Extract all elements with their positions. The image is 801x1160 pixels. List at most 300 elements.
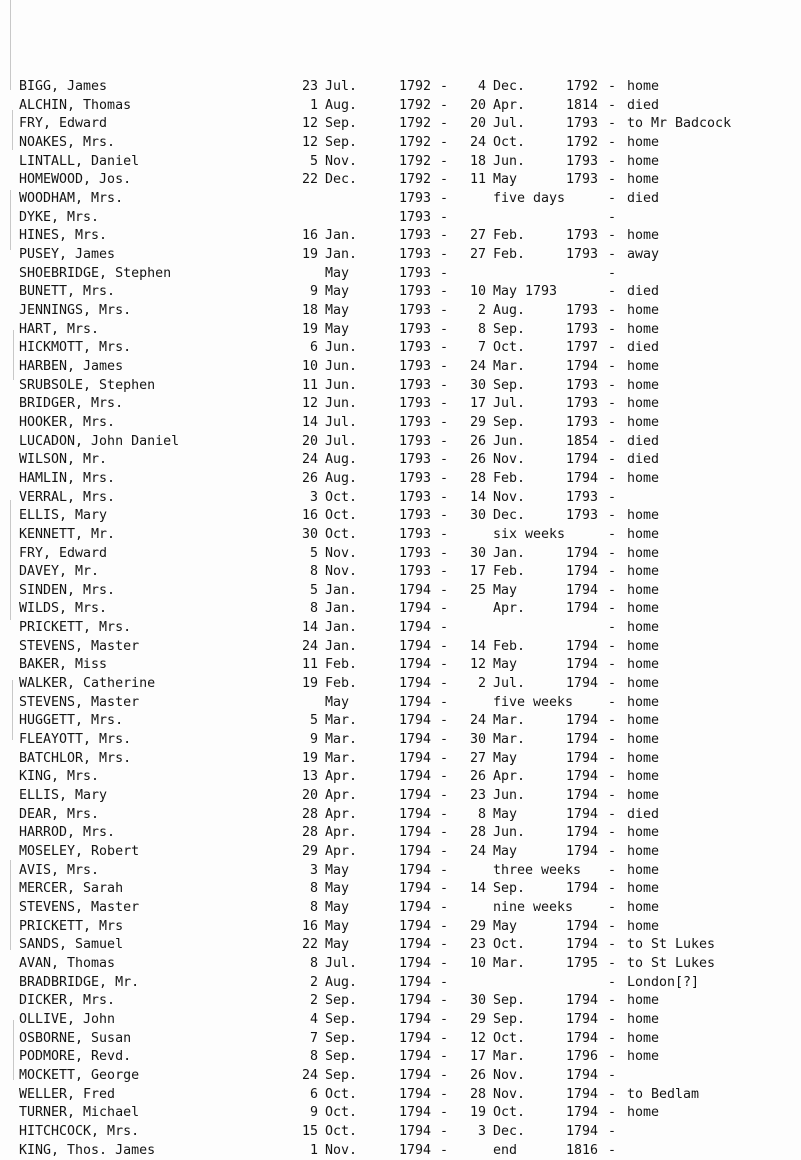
patient-name: FLEAYOTT, Mrs.: [19, 732, 132, 748]
outcome: died: [627, 284, 660, 300]
patient-name: WALKER, Catherine: [19, 676, 156, 692]
admission-month: Jan.: [325, 638, 358, 654]
patient-name: ELLIS, Mary: [19, 508, 108, 524]
admission-year: 1792: [399, 97, 432, 113]
admission-year: 1793: [399, 526, 432, 542]
outcome: died: [627, 806, 660, 822]
admission-month: Jul.: [325, 956, 358, 972]
admission-year: 1793: [399, 470, 432, 486]
patient-name: DICKER, Mrs.: [19, 993, 116, 1009]
outcome-dash: -: [608, 284, 617, 300]
register-row: [0, 376, 801, 395]
discharge-year: 1794: [566, 732, 599, 748]
register-row: [0, 823, 801, 842]
admission-day: 19: [301, 676, 318, 692]
range-dash: -: [440, 79, 449, 94]
register-row: [0, 1029, 801, 1048]
register-row: [0, 1085, 801, 1104]
outcome-dash: -: [608, 1049, 617, 1065]
discharge-day: 2: [477, 676, 486, 692]
register-row: [0, 599, 801, 618]
patient-name: LINTALL, Daniel: [19, 153, 140, 169]
register-row: [0, 1066, 801, 1085]
range-dash: -: [440, 414, 449, 430]
outcome-dash: -: [608, 452, 617, 468]
patient-name: TURNER, Michael: [19, 1105, 140, 1121]
discharge-month: May: [493, 657, 518, 673]
discharge-day: 26: [469, 433, 486, 449]
outcome-dash: -: [608, 937, 617, 953]
admission-day: 22: [301, 172, 318, 188]
discharge-day: 30: [469, 993, 486, 1009]
range-dash: -: [440, 265, 449, 281]
admission-month: Nov.: [325, 545, 358, 561]
range-dash: -: [440, 918, 449, 934]
outcome: home: [627, 153, 660, 169]
discharge-month: Jul.: [493, 116, 526, 132]
outcome: London[?]: [627, 974, 700, 990]
patient-name: BATCHLOR, Mrs.: [19, 750, 132, 766]
admission-year: 1794: [399, 806, 432, 822]
outcome-dash: -: [608, 900, 617, 916]
outcome: home: [627, 79, 660, 94]
admission-month: Aug.: [325, 974, 358, 990]
admission-day: 8: [309, 900, 318, 916]
outcome: home: [627, 1012, 660, 1027]
range-dash: -: [440, 97, 449, 113]
register-row: [0, 1103, 801, 1122]
admission-month: Nov.: [325, 1142, 358, 1158]
patient-name: JENNINGS, Mrs.: [19, 302, 132, 318]
admission-year: 1794: [399, 918, 432, 934]
discharge-month: Mar.: [493, 713, 526, 729]
admission-month: Apr.: [325, 788, 358, 804]
range-dash: -: [440, 881, 449, 897]
discharge-year: 1794: [566, 545, 599, 561]
discharge-year: 1792: [566, 134, 599, 150]
admission-day: 19: [301, 246, 318, 262]
admission-day: 2: [309, 974, 318, 990]
discharge-day: 17: [469, 564, 486, 580]
range-dash: -: [440, 1086, 449, 1102]
admission-month: Jun.: [325, 340, 358, 356]
range-dash: -: [440, 153, 449, 169]
admission-day: 3: [309, 862, 318, 878]
admission-year: 1794: [399, 1012, 432, 1027]
admission-month: Sep.: [325, 1012, 358, 1027]
patient-name: HAMLIN, Mrs.: [19, 470, 116, 486]
outcome-dash: -: [608, 526, 617, 542]
outcome: died: [627, 97, 660, 113]
discharge-year: 1794: [566, 564, 599, 580]
discharge-year: 1797: [566, 340, 599, 356]
patient-name: NOAKES, Mrs.: [19, 134, 116, 150]
register-row: [0, 208, 801, 227]
discharge-month: Dec.: [493, 79, 526, 94]
admission-year: 1794: [399, 825, 432, 841]
register-row: [0, 618, 801, 637]
admission-year: 1794: [399, 788, 432, 804]
discharge-year: 1793: [566, 228, 599, 244]
range-dash: -: [440, 470, 449, 486]
discharge-day: 25: [469, 582, 486, 598]
outcome: home: [627, 788, 660, 804]
admission-day: 4: [309, 1012, 318, 1027]
patient-name: STEVENS, Master: [19, 694, 140, 710]
range-dash: -: [440, 676, 449, 692]
outcome-dash: -: [608, 825, 617, 841]
admission-day: 30: [301, 526, 318, 542]
discharge-year: 1793: [566, 489, 599, 505]
register-row: [0, 842, 801, 861]
register-row: [0, 96, 801, 115]
range-dash: -: [440, 601, 449, 617]
discharge-year: 1793: [566, 414, 599, 430]
outcome: home: [627, 470, 660, 486]
register-row: [0, 991, 801, 1010]
register-row: [0, 730, 801, 749]
discharge-month: May: [493, 844, 518, 860]
admission-day: 1: [309, 97, 318, 113]
admission-day: 20: [301, 433, 318, 449]
admission-month: Aug.: [325, 470, 358, 486]
admission-year: 1794: [399, 881, 432, 897]
register-row: [0, 973, 801, 992]
range-dash: -: [440, 937, 449, 953]
admission-day: 5: [309, 153, 318, 169]
discharge-year: 1794: [566, 937, 599, 953]
admission-year: 1794: [399, 974, 432, 990]
outcome-dash: -: [608, 1012, 617, 1027]
admission-day: 18: [301, 302, 318, 318]
admission-month: Jul.: [325, 433, 358, 449]
admission-year: 1793: [399, 284, 432, 300]
register-row: [0, 674, 801, 693]
discharge-month: Sep.: [493, 881, 526, 897]
register-row: [0, 152, 801, 171]
register-row: [0, 506, 801, 525]
discharge-day: 30: [469, 377, 486, 393]
admission-month: Sep.: [325, 116, 358, 132]
outcome: home: [627, 228, 660, 244]
admission-month: Jan.: [325, 582, 358, 598]
admission-day: 12: [301, 396, 318, 412]
admission-year: 1794: [399, 1086, 432, 1102]
admission-year: 1794: [399, 1030, 432, 1046]
discharge-day: 4: [477, 79, 486, 94]
admission-year: 1793: [399, 228, 432, 244]
patient-name: DEAR, Mrs.: [19, 806, 100, 822]
admission-month: Jan.: [325, 246, 358, 262]
admission-day: 5: [309, 582, 318, 598]
outcome-dash: -: [608, 377, 617, 393]
discharge-day: 30: [469, 732, 486, 748]
admission-month: Oct.: [325, 1105, 358, 1121]
admission-year: 1794: [399, 1067, 432, 1083]
admission-year: 1793: [399, 246, 432, 262]
discharge-day: 8: [477, 321, 486, 337]
patient-name: LUCADON, John Daniel: [19, 433, 180, 449]
register-row: [0, 861, 801, 880]
outcome: home: [627, 358, 660, 374]
patient-name: KING, Mrs.: [19, 769, 100, 785]
outcome-dash: -: [608, 750, 617, 766]
discharge-day: 30: [469, 545, 486, 561]
discharge-month: May: [493, 806, 518, 822]
register-row: [0, 357, 801, 376]
outcome-dash: -: [608, 79, 617, 94]
admission-day: 14: [301, 620, 318, 636]
outcome: home: [627, 676, 660, 692]
outcome-dash: -: [608, 1142, 617, 1158]
discharge-year: 1794: [566, 657, 599, 673]
outcome-dash: -: [608, 340, 617, 356]
range-dash: -: [440, 545, 449, 561]
admission-year: 1794: [399, 713, 432, 729]
admission-month: Jun.: [325, 377, 358, 393]
range-dash: -: [440, 694, 449, 710]
admission-year: 1794: [399, 862, 432, 878]
admission-month: Mar.: [325, 750, 358, 766]
range-dash: -: [440, 769, 449, 785]
discharge-month: Nov.: [493, 1067, 526, 1083]
discharge-day: 28: [469, 825, 486, 841]
discharge-year: 1794: [566, 1123, 599, 1139]
outcome-dash: -: [608, 694, 617, 710]
outcome-dash: -: [608, 1067, 617, 1083]
admission-year: 1794: [399, 750, 432, 766]
admission-year: 1794: [399, 1142, 432, 1158]
outcome-dash: -: [608, 134, 617, 150]
outcome: died: [627, 340, 660, 356]
admission-day: 16: [301, 228, 318, 244]
discharge-year: 1794: [566, 1086, 599, 1102]
admission-day: 28: [301, 825, 318, 841]
range-dash: -: [440, 209, 449, 225]
range-dash: -: [440, 172, 449, 188]
patient-name: SANDS, Samuel: [19, 937, 124, 953]
discharge-year: 1793: [566, 302, 599, 318]
discharge-year: 1794: [566, 788, 599, 804]
discharge-day: 29: [469, 414, 486, 430]
range-dash: -: [440, 228, 449, 244]
discharge-month: Jul.: [493, 396, 526, 412]
admission-day: 8: [309, 956, 318, 972]
admission-year: 1794: [399, 993, 432, 1009]
outcome-dash: -: [608, 956, 617, 972]
register-row: [0, 432, 801, 451]
discharge-year: 1793: [566, 116, 599, 132]
range-dash: -: [440, 638, 449, 654]
discharge-day: 27: [469, 246, 486, 262]
range-dash: -: [440, 825, 449, 841]
outcome: home: [627, 713, 660, 729]
outcome-dash: -: [608, 489, 617, 505]
admission-month: Jul.: [325, 79, 358, 94]
outcome-dash: -: [608, 582, 617, 598]
outcome-dash: -: [608, 433, 617, 449]
admission-day: 14: [301, 414, 318, 430]
discharge-day: 24: [469, 134, 486, 150]
patient-name: MOCKETT, George: [19, 1067, 140, 1083]
admission-year: 1794: [399, 1123, 432, 1139]
admission-month: May: [325, 918, 350, 934]
outcome-dash: -: [608, 732, 617, 748]
admission-day: 6: [309, 340, 318, 356]
discharge-month: Apr.: [493, 601, 526, 617]
discharge-day: 2: [477, 302, 486, 318]
admission-year: 1794: [399, 1049, 432, 1065]
outcome: home: [627, 844, 660, 860]
register-row: [0, 879, 801, 898]
discharge-month: Mar.: [493, 732, 526, 748]
discharge-month: Apr.: [493, 769, 526, 785]
discharge-month: Jul.: [493, 676, 526, 692]
admission-year: 1793: [399, 377, 432, 393]
admission-month: Sep.: [325, 1049, 358, 1065]
outcome-dash: -: [608, 321, 617, 337]
outcome: to Mr Badcock: [627, 116, 732, 132]
discharge-month: May: [493, 750, 518, 766]
patient-name: AVAN, Thomas: [19, 956, 116, 972]
patient-name: HOMEWOOD, Jos.: [19, 172, 132, 188]
discharge-day: 26: [469, 452, 486, 468]
discharge-day: 23: [469, 937, 486, 953]
range-dash: -: [440, 788, 449, 804]
range-dash: -: [440, 956, 449, 972]
patient-name: ELLIS, Mary: [19, 788, 108, 804]
register-row: [0, 655, 801, 674]
admission-day: 5: [309, 545, 318, 561]
discharge-year: 1794: [566, 358, 599, 374]
register-row: [0, 749, 801, 768]
register-row: [0, 525, 801, 544]
outcome-dash: -: [608, 1105, 617, 1121]
discharge-year: 1793: [566, 377, 599, 393]
outcome-dash: -: [608, 974, 617, 990]
outcome: home: [627, 620, 660, 636]
patient-name: DYKE, Mrs.: [19, 209, 100, 225]
admission-year: 1794: [399, 694, 432, 710]
discharge-day: 29: [469, 1012, 486, 1027]
discharge-day: 24: [469, 844, 486, 860]
discharge-day: 24: [469, 713, 486, 729]
discharge-month: Nov.: [493, 452, 526, 468]
register-row: [0, 301, 801, 320]
admission-day: 2: [309, 993, 318, 1009]
discharge-month: May: [493, 172, 518, 188]
discharge-year: 1793: [566, 396, 599, 412]
admission-year: 1793: [399, 321, 432, 337]
admission-year: 1792: [399, 153, 432, 169]
range-dash: -: [440, 900, 449, 916]
admission-month: Jun.: [325, 396, 358, 412]
outcome-dash: -: [608, 1086, 617, 1102]
admission-year: 1793: [399, 564, 432, 580]
patient-name: WILSON, Mr.: [19, 452, 108, 468]
register-row: [0, 450, 801, 469]
discharge-day: 12: [469, 657, 486, 673]
admission-year: 1794: [399, 582, 432, 598]
patient-name: KENNETT, Mr.: [19, 526, 116, 542]
discharge-year: 1816: [566, 1142, 599, 1158]
discharge-year: 1794: [566, 1012, 599, 1027]
discharge-day: 24: [469, 358, 486, 374]
admission-year: 1794: [399, 638, 432, 654]
outcome-dash: -: [608, 209, 617, 225]
discharge-year: 1793: [566, 172, 599, 188]
register-row: [0, 1141, 801, 1160]
discharge-year: 1794: [566, 638, 599, 654]
discharge-month: Oct.: [493, 937, 526, 953]
admission-month: Aug.: [325, 97, 358, 113]
discharge-year: 1794: [566, 582, 599, 598]
admission-month: Oct.: [325, 508, 358, 524]
discharge-month: Sep.: [493, 414, 526, 430]
register-row: [0, 898, 801, 917]
outcome-dash: -: [608, 228, 617, 244]
admission-month: May: [325, 302, 350, 318]
admission-day: 11: [301, 377, 318, 393]
admission-month: Mar.: [325, 713, 358, 729]
admission-day: 8: [309, 881, 318, 897]
range-dash: -: [440, 657, 449, 673]
admission-month: Apr.: [325, 769, 358, 785]
outcome: died: [627, 452, 660, 468]
outcome-dash: -: [608, 601, 617, 617]
patient-name: WELLER, Fred: [19, 1086, 116, 1102]
outcome: home: [627, 414, 660, 430]
admission-year: 1794: [399, 937, 432, 953]
admission-day: 10: [301, 358, 318, 374]
admission-month: Apr.: [325, 825, 358, 841]
outcome-dash: -: [608, 396, 617, 412]
range-dash: -: [440, 1067, 449, 1083]
discharge-month: Sep.: [493, 321, 526, 337]
outcome: home: [627, 881, 660, 897]
admission-day: 29: [301, 844, 318, 860]
admission-month: May: [325, 265, 350, 281]
admission-month: Sep.: [325, 1067, 358, 1083]
range-dash: -: [440, 974, 449, 990]
outcome: home: [627, 1049, 660, 1065]
register-row: [0, 338, 801, 357]
range-dash: -: [440, 321, 449, 337]
admission-month: Jun.: [325, 358, 358, 374]
discharge-month: Feb.: [493, 246, 526, 262]
patient-name: KING, Thos. James: [19, 1142, 156, 1158]
discharge-day: 23: [469, 788, 486, 804]
admission-month: May: [325, 900, 350, 916]
discharge-month: Apr.: [493, 97, 526, 113]
patient-name: MERCER, Sarah: [19, 881, 124, 897]
outcome-dash: -: [608, 713, 617, 729]
outcome: home: [627, 508, 660, 524]
register-row: [0, 935, 801, 954]
patient-name: PUSEY, James: [19, 246, 116, 262]
discharge-year: 1794: [566, 918, 599, 934]
admission-day: 16: [301, 508, 318, 524]
discharge-day: 17: [469, 396, 486, 412]
range-dash: -: [440, 564, 449, 580]
admission-day: 3: [309, 489, 318, 505]
patient-name: BIGG, James: [19, 79, 108, 94]
discharge-year: 1793: [566, 246, 599, 262]
range-dash: -: [440, 993, 449, 1009]
outcome-dash: -: [608, 993, 617, 1009]
outcome: home: [627, 750, 660, 766]
admission-year: 1794: [399, 956, 432, 972]
